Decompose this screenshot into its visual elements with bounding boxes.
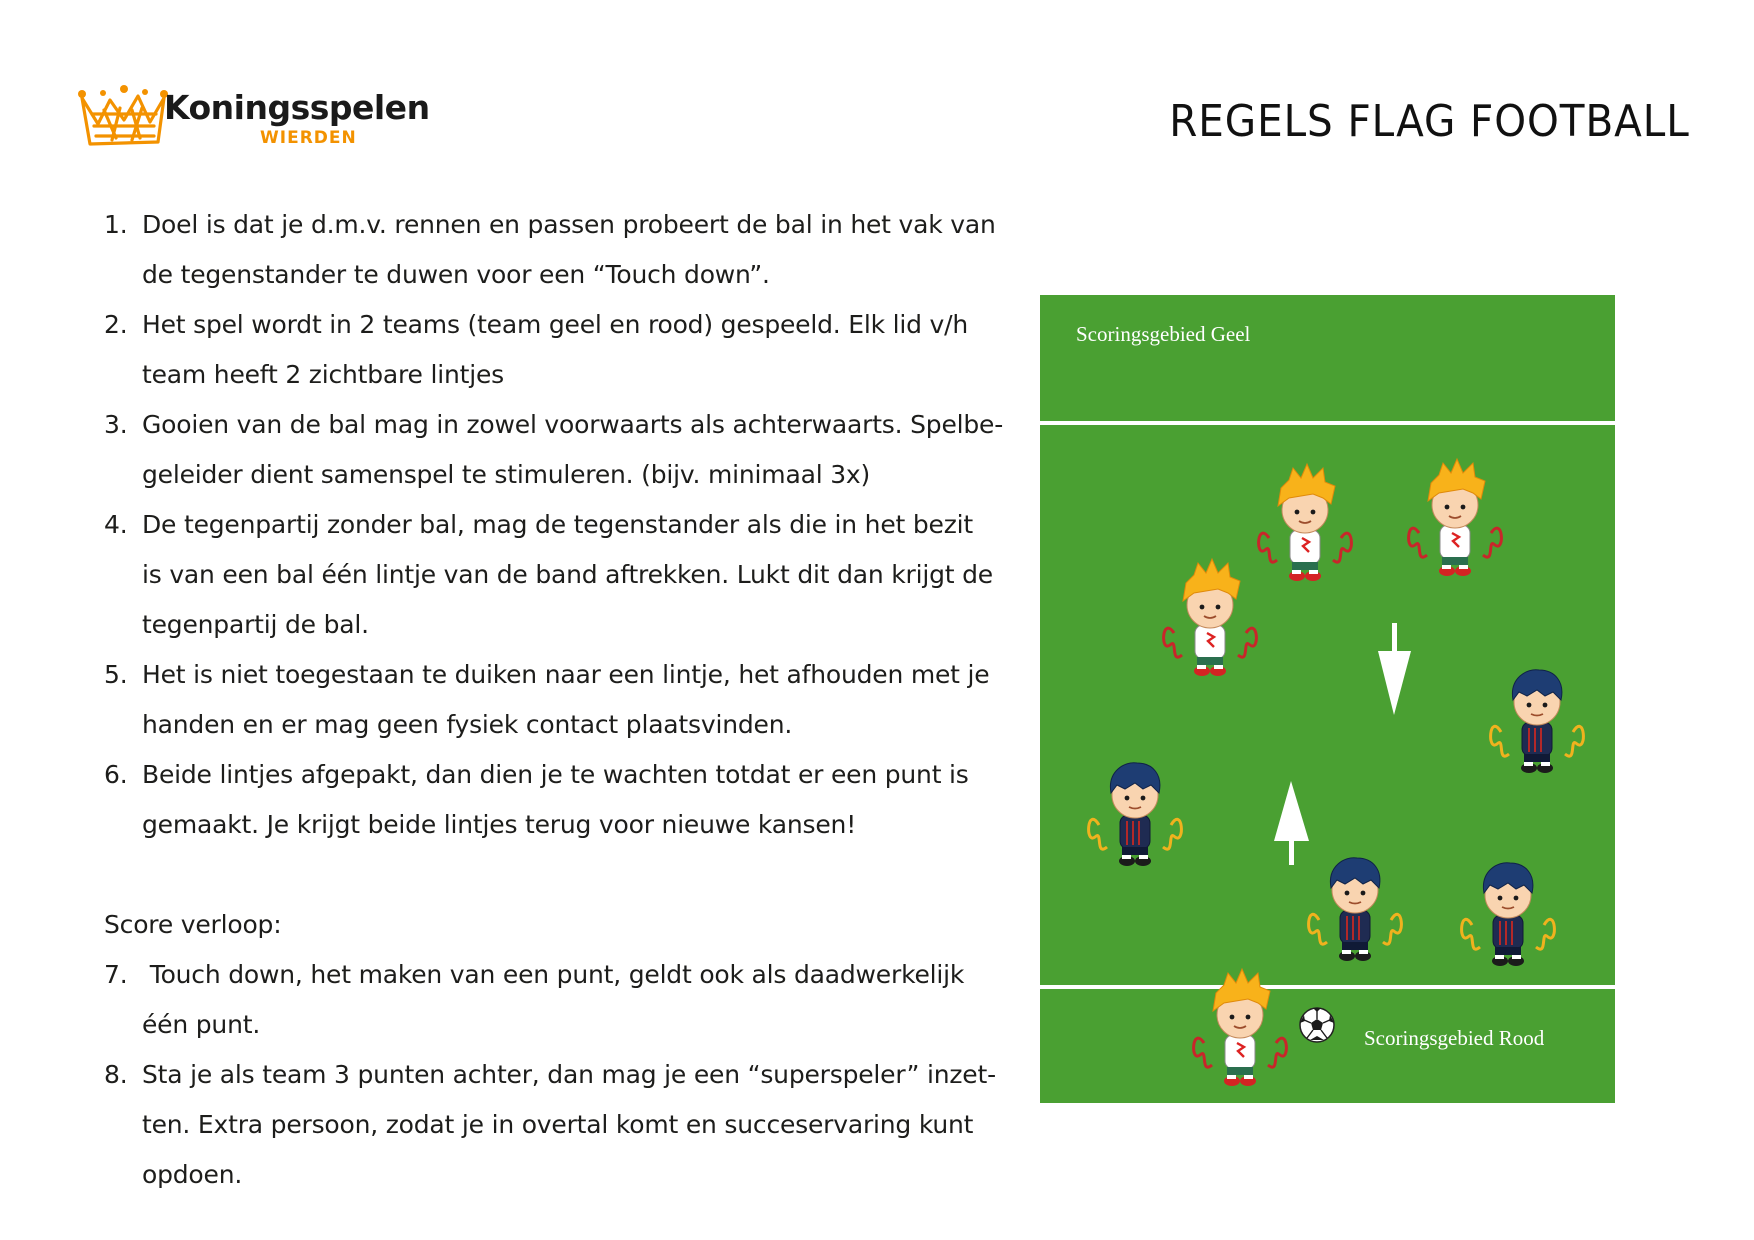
rule-item xyxy=(104,950,1004,1050)
rule-line: handen en er mag geen fysiek contact plaatsvinden. xyxy=(142,710,793,739)
rule-number: 5. xyxy=(104,660,128,689)
football-icon xyxy=(1300,1008,1334,1042)
rule-number: 7. xyxy=(104,960,128,989)
rule-number: 3. xyxy=(104,410,128,439)
rule-line: Het spel wordt in 2 teams (team geel en rood) gespeeld. Elk lid v/h xyxy=(142,310,969,339)
rule-line: Touch down, het maken van een punt, geldt ook als daadwerkelijk xyxy=(142,960,965,989)
score-heading: Score verloop: xyxy=(104,910,282,939)
bottom-line xyxy=(1040,985,1615,989)
rule-item xyxy=(104,1050,1004,1200)
rules-list xyxy=(104,200,1004,1200)
rule-number: 2. xyxy=(104,310,128,339)
rule-number: 6. xyxy=(104,760,128,789)
rule-item xyxy=(104,750,1004,850)
rule-line: De tegenpartij zonder bal, mag de tegenstander als die in het bezit xyxy=(142,510,973,539)
rule-line: Sta je als team 3 punten achter, dan mag je een “superspeler” inzet- xyxy=(142,1060,996,1089)
logo-subtitle: WIERDEN xyxy=(260,128,357,148)
rule-line: team heeft 2 zichtbare lintjes xyxy=(142,360,504,389)
rule-line: Beide lintjes afgepakt, dan dien je te wachten totdat er een punt is xyxy=(142,760,969,789)
rule-line: opdoen. xyxy=(142,1160,243,1189)
rule-line: is van een bal één lintje van de band aftrekken. Lukt dit dan krijgt de xyxy=(142,560,993,589)
rule-line: ten. Extra persoon, zodat je in overtal komt en succeservaring kunt xyxy=(142,1110,974,1139)
rule-line: de tegenstander te duwen voor een “Touch down”. xyxy=(142,260,770,289)
rule-line: gemaakt. Je krijgt beide lintjes terug voor nieuwe kansen! xyxy=(142,810,857,839)
rule-line: Gooien van de bal mag in zowel voorwaarts als achterwaarts. Spelbe- xyxy=(142,410,1004,439)
rule-line: Het is niet toegestaan te duiken naar een lintje, het afhouden met je xyxy=(142,660,990,689)
rule-number: 1. xyxy=(104,210,128,239)
crown-icon xyxy=(76,80,172,150)
top-line xyxy=(1040,421,1615,425)
rule-item xyxy=(104,300,1004,400)
document-title: REGELS FLAG FOOTBALL xyxy=(1169,96,1690,147)
rule-line: Doel is dat je d.m.v. rennen en passen probeert de bal in het vak van xyxy=(142,210,996,239)
logo-name: Koningsspelen xyxy=(164,88,430,127)
rule-item xyxy=(104,650,1004,750)
rule-line: één punt. xyxy=(142,1010,261,1039)
field-svg xyxy=(1040,295,1615,1103)
logo xyxy=(76,80,430,150)
rule-number: 4. xyxy=(104,510,128,539)
rule-number: 8. xyxy=(104,1060,128,1089)
rule-item xyxy=(104,500,1004,650)
playing-field-diagram xyxy=(1040,295,1615,1103)
bottom-zone-label: Scoringsgebied Rood xyxy=(1364,1026,1545,1050)
rule-item xyxy=(104,400,1004,500)
top-zone-label: Scoringsgebied Geel xyxy=(1076,322,1251,346)
rule-line: geleider dient samenspel te stimuleren. (bijv. minimaal 3x) xyxy=(142,460,871,489)
rule-line: tegenpartij de bal. xyxy=(142,610,369,639)
rule-item xyxy=(104,200,1004,300)
